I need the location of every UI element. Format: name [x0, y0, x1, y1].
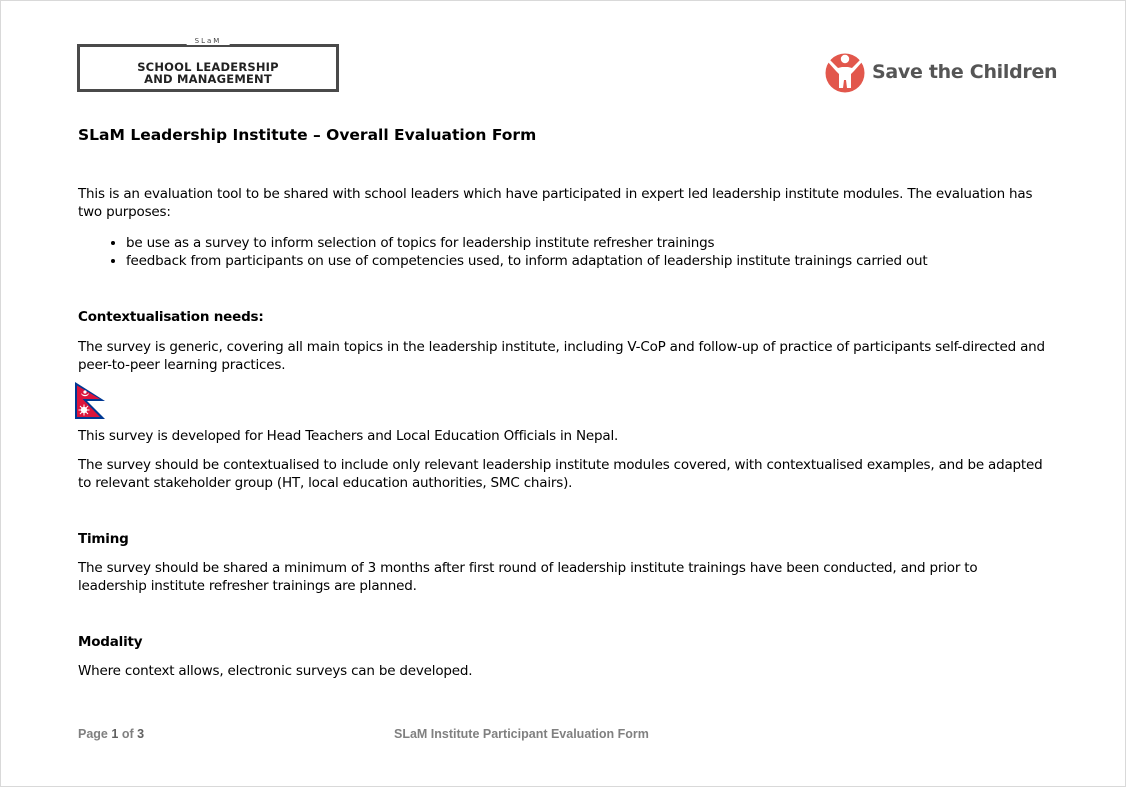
page-number: [78, 727, 144, 741]
timing-heading: Timing: [78, 531, 129, 547]
document-title: SLaM Leadership Institute – Overall Evaluation Form: [78, 126, 537, 144]
page-of-label: of: [121, 727, 134, 741]
contextualisation-paragraph-1: The survey is generic, covering all main topics in the leadership institute, including V-CoP and follow-up of practice of participants self-directed and peer-to-peer learning practices.: [78, 339, 1045, 373]
modality-heading: Modality: [78, 634, 143, 650]
slam-logo: [77, 37, 339, 92]
page-total: 3: [137, 727, 145, 741]
nepal-flag-icon: [74, 381, 108, 421]
contextualisation-paragraph-3: The survey should be contextualised to include only relevant leadership institute modules covered, with contextualised examples, and be adapted to relevant stakeholder group (HT, local education authorities, SMC chairs).: [78, 457, 1043, 491]
page-label: Page: [78, 727, 108, 741]
save-the-children-logo: [824, 49, 1057, 95]
list-item: • be use as a survey to inform selection of topics for leadership institute refresher trainings: [126, 234, 927, 252]
slam-logo-line2: AND MANAGEMENT: [144, 72, 272, 86]
slam-logo-tag: SLaM: [187, 37, 230, 45]
purpose-list: [78, 234, 927, 270]
contextualisation-heading: Contextualisation needs:: [78, 309, 264, 325]
save-the-children-wordmark: Save the Children: [872, 61, 1058, 83]
page-current: 1: [111, 727, 119, 741]
modality-paragraph: Where context allows, electronic surveys can be developed.: [78, 663, 473, 679]
intro-paragraph: This is an evaluation tool to be shared with school leaders which have participated in expert led leadership institute modules. The evaluation has two purposes:: [78, 186, 1033, 220]
timing-paragraph: The survey should be shared a minimum of 3 months after first round of leadership institute trainings have been conducted, and prior to leadership institute refresher trainings are planned.: [78, 560, 978, 594]
slam-logo-line1: SCHOOL LEADERSHIP: [137, 60, 279, 74]
footer-document-title: SLaM Institute Participant Evaluation Form: [394, 727, 649, 741]
contextualisation-paragraph-2: This survey is developed for Head Teachers and Local Education Officials in Nepal.: [78, 428, 619, 444]
save-the-children-emblem-icon: [824, 50, 866, 94]
list-item: • feedback from participants on use of competencies used, to inform adaptation of leadership institute trainings carried out: [126, 252, 927, 270]
